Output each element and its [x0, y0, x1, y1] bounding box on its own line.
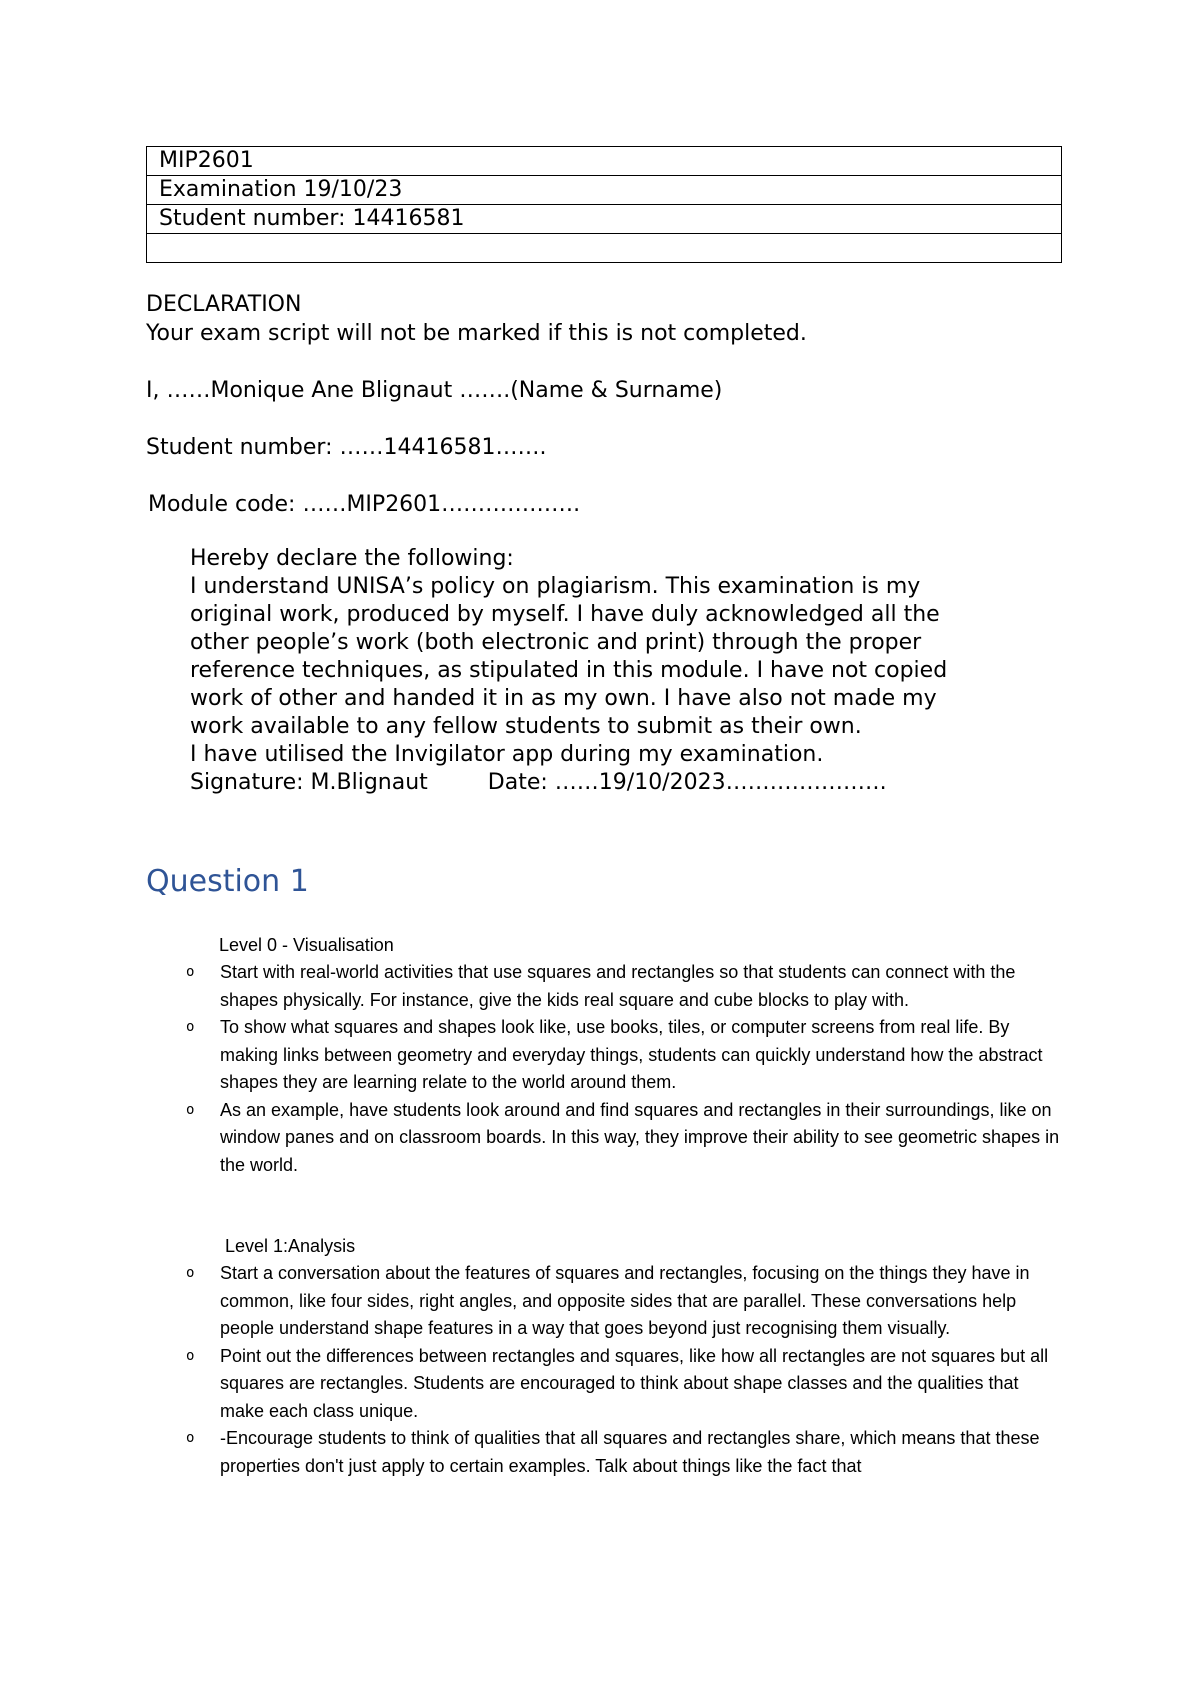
examination-date-cell: Examination 19/10/23 [147, 176, 1062, 205]
name-line: I, ……Monique Ane Blignaut …….(Name & Surname) [146, 378, 723, 403]
signature-label: Signature: M.Blignaut [190, 770, 428, 795]
list-item: o Point out the differences between rectangles and squares, like how all rectangles are not squares but all squares are rectangles. Students are encouraged to think about shape classes and the qualities that make each class unique. [186, 1343, 1066, 1426]
list-item: o Start a conversation about the features of squares and rectangles, focusing on the things they have in common, like four sides, right angles, and opposite sides that are parallel. These conversations help people understand shape features in a way that goes beyond just recognising them visually. [186, 1260, 1066, 1343]
module-code-cell: MIP2601 [147, 147, 1062, 176]
level-0-title: Level 0 - Visualisation [219, 935, 394, 955]
list-item: o -Encourage students to think of qualities that all squares and rectangles share, which means that these properties don't just apply to certain examples. Talk about things like the fact that [186, 1425, 1066, 1480]
student-number-cell: Student number: 14416581 [147, 205, 1062, 234]
question-heading: Question 1 [146, 864, 309, 899]
statement-line: I understand UNISA’s policy on plagiarism. This examination is my [190, 574, 921, 599]
hollow-bullet-icon: o [186, 964, 195, 980]
table-row [147, 205, 1062, 234]
declaration-title: DECLARATION [146, 292, 302, 317]
table-row [147, 147, 1062, 176]
header-table [146, 146, 1062, 263]
declaration-statement [190, 545, 1070, 797]
statement-line: reference techniques, as stipulated in this module. I have not copied [190, 658, 948, 683]
hollow-bullet-icon: o [186, 1019, 195, 1035]
module-code-line: Module code: ……MIP2601………………. [148, 492, 581, 517]
list-item: o To show what squares and shapes look like, use books, tiles, or computer screens from real life. By making links between geometry and everyday things, students can quickly understand how the abstract shapes they are learning relate to the world around them. [186, 1014, 1066, 1097]
statement-line: I have utilised the Invigilator app during my examination. [190, 742, 824, 767]
declaration-warning: Your exam script will not be marked if this is not completed. [146, 321, 807, 346]
table-row [147, 176, 1062, 205]
statement-line: work of other and handed it in as my own. I have also not made my [190, 686, 937, 711]
list-item: o As an example, have students look around and find squares and rectangles in their surroundings, like on window panes and on classroom boards. In this way, they improve their ability to see geometric shapes in the world. [186, 1097, 1066, 1180]
hollow-bullet-icon: o [186, 1265, 195, 1281]
hollow-bullet-icon: o [186, 1430, 195, 1446]
hollow-bullet-icon: o [186, 1101, 195, 1118]
level-1-title: Level 1:Analysis [225, 1236, 356, 1256]
signature-line [190, 769, 1070, 797]
empty-cell [147, 234, 1062, 263]
statement-line: work available to any fellow students to submit as their own. [190, 714, 862, 739]
level-1-bullet-list [186, 1260, 1066, 1480]
student-number-line: Student number: ……14416581……. [146, 435, 547, 460]
list-item: o Start with real-world activities that use squares and rectangles so that students can connect with the shapes physically. For instance, give the kids real square and cube blocks to play with. [186, 959, 1066, 1014]
date-label: Date: ……19/10/2023…………………. [487, 770, 887, 795]
statement-line: original work, produced by myself. I have duly acknowledged all the [190, 602, 940, 627]
statement-line: other people’s work (both electronic and print) through the proper [190, 630, 922, 655]
hollow-bullet-icon: o [186, 1347, 195, 1364]
declare-intro: Hereby declare the following: [190, 546, 514, 571]
level-0-bullet-list [186, 959, 1066, 1179]
table-row [147, 234, 1062, 263]
